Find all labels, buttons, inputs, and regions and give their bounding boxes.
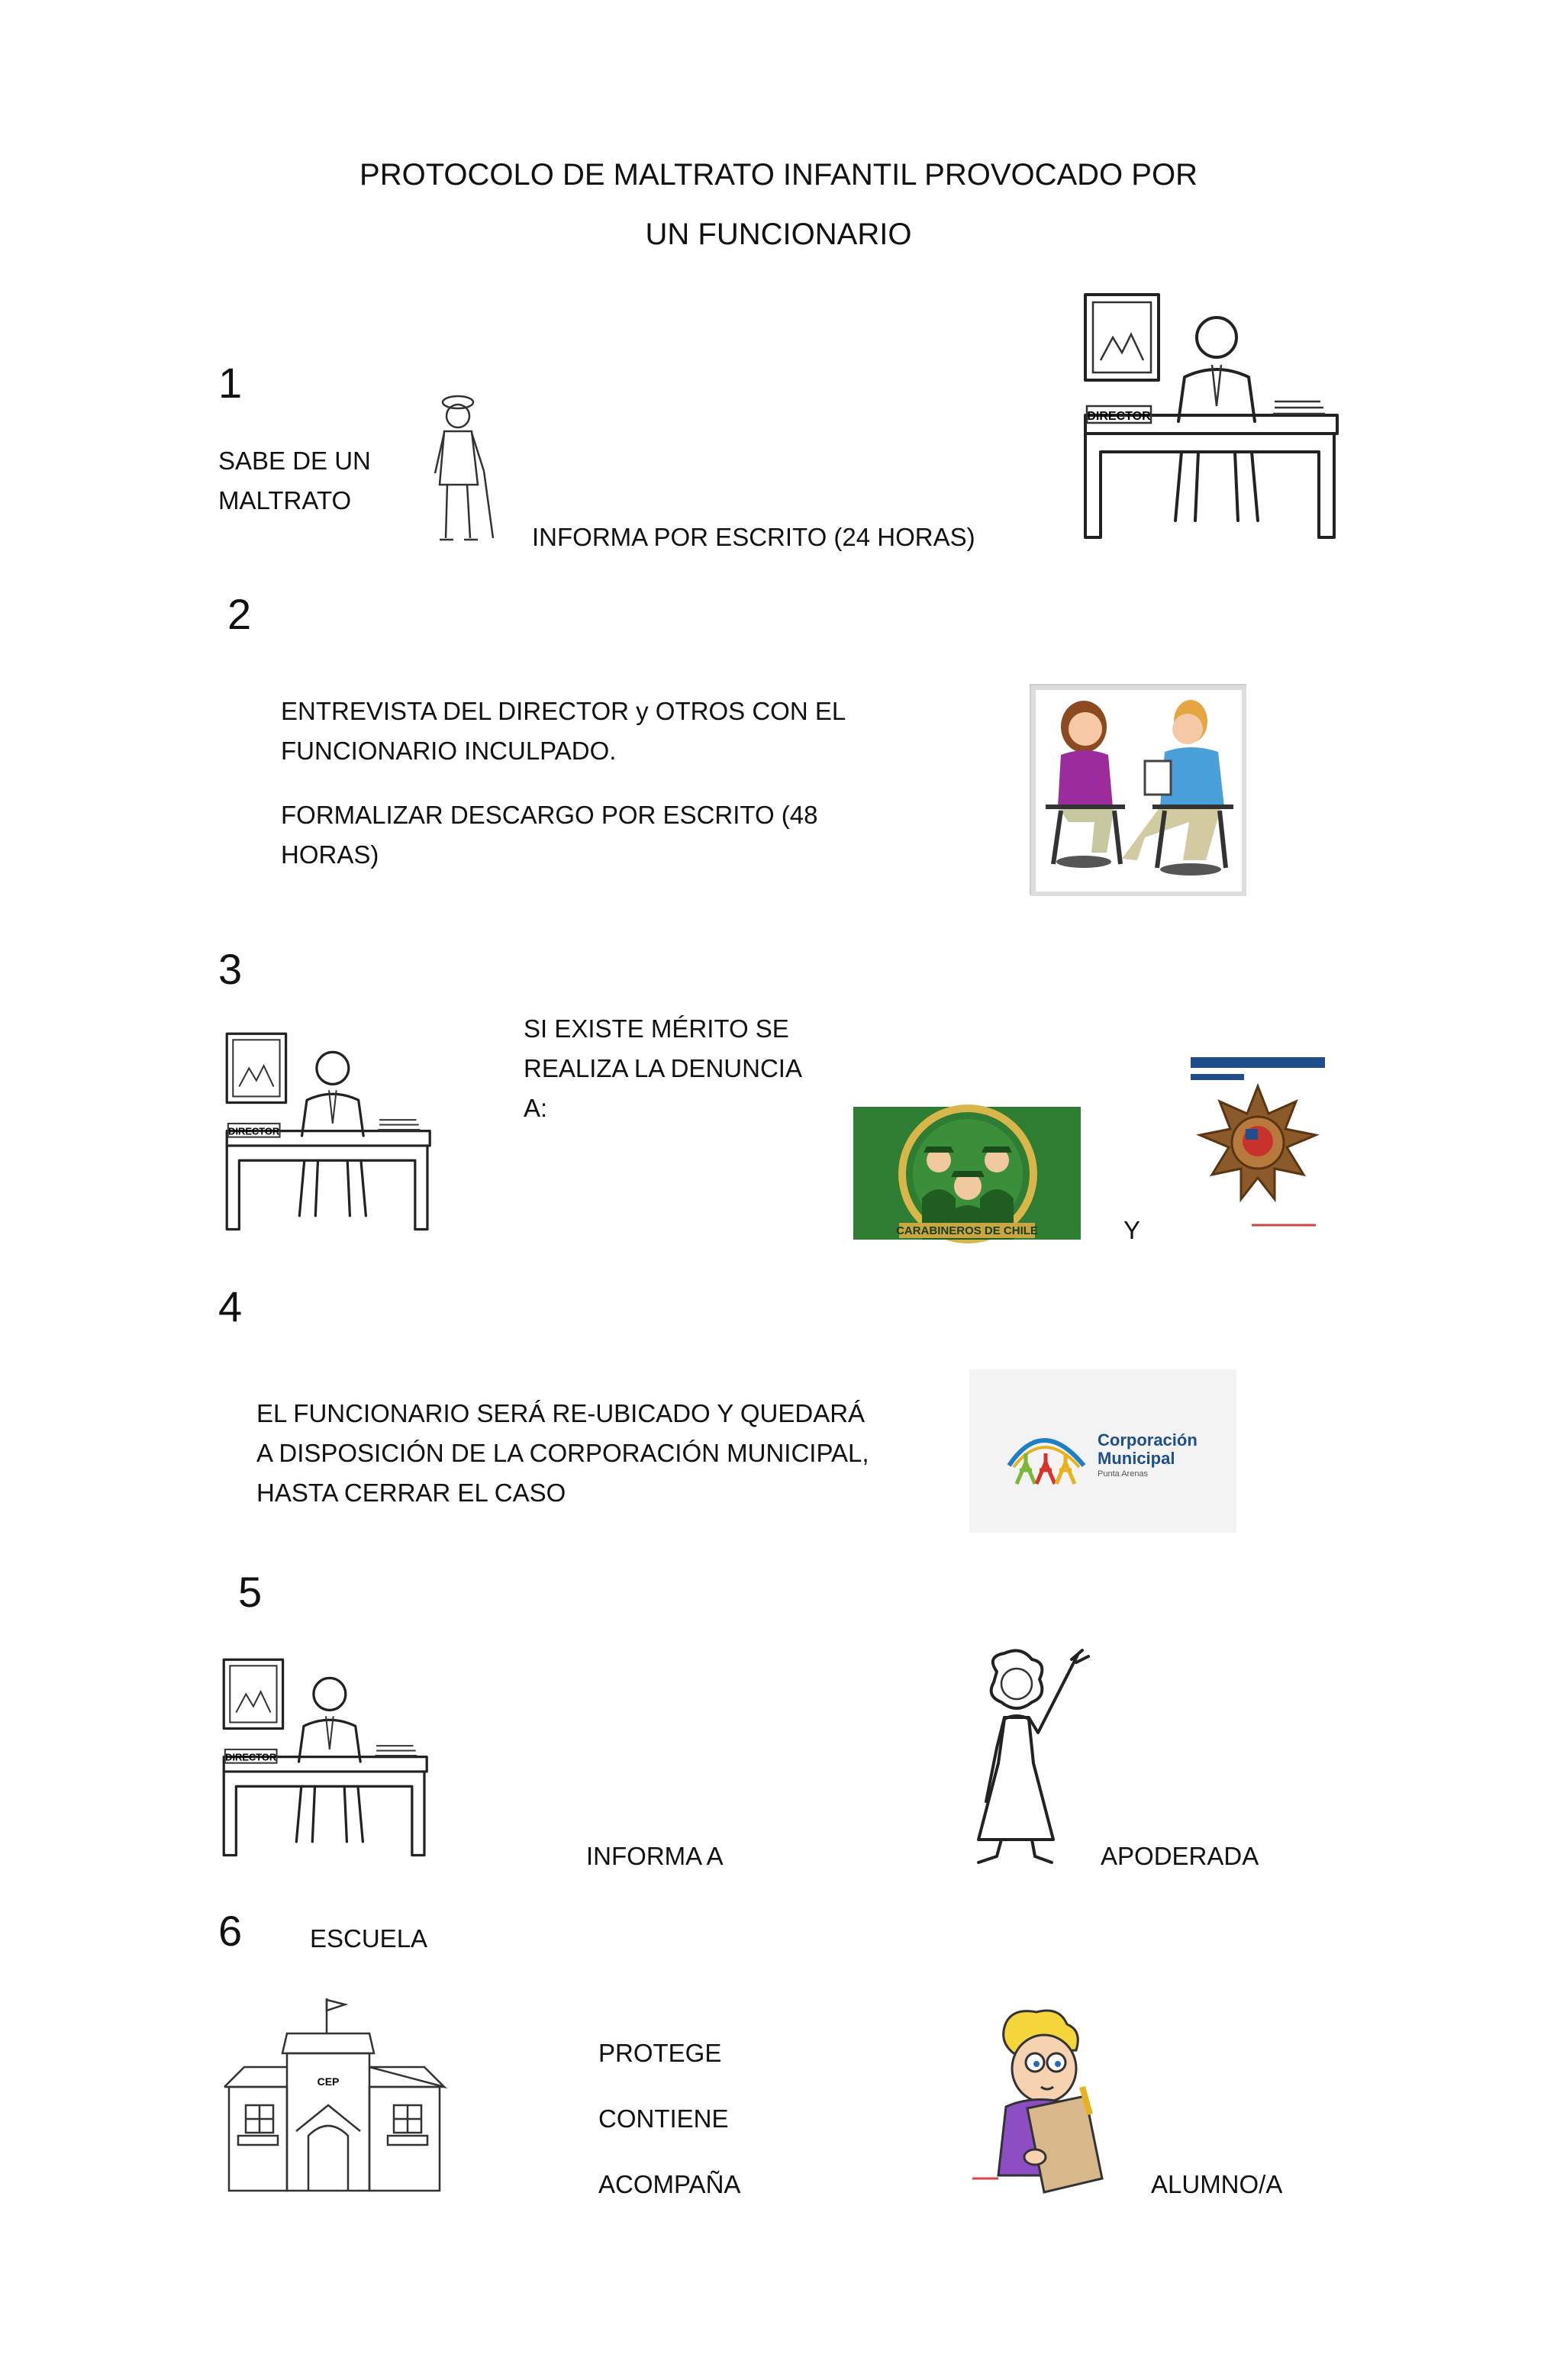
step-4-line: HASTA CERRAR EL CASO <box>256 1479 566 1507</box>
step-1-line: SABE DE UN <box>218 447 371 475</box>
step-1-number: 1 <box>218 359 243 407</box>
step-4-line: EL FUNCIONARIO SERÁ RE-UBICADO Y QUEDARÁ <box>256 1399 866 1427</box>
step-1-text <box>218 441 371 521</box>
corporacion-municipal-logo-icon <box>969 1369 1236 1533</box>
step-2-line: FUNCIONARIO INCULPADO. <box>281 737 617 765</box>
school-sign-label: CEP <box>317 2075 340 2088</box>
step-2-number: 2 <box>227 590 252 638</box>
step-6-action: ACOMPAÑA <box>598 2170 741 2198</box>
step-1-action: INFORMA POR ESCRITO (24 HORAS) <box>532 523 975 551</box>
step-4-number: 4 <box>218 1282 243 1330</box>
step-4-line: A DISPOSICIÓN DE LA CORPORACIÓN MUNICIPAL, <box>256 1439 869 1467</box>
step-2-line: FORMALIZAR DESCARGO POR ESCRITO (48 <box>281 801 818 829</box>
step-6-number: 6 <box>218 1907 243 1955</box>
step-3-line: A: <box>524 1094 548 1122</box>
director-sign-label: DIRECTOR <box>228 1125 280 1137</box>
director-at-desk-icon <box>224 1030 430 1235</box>
woman-waving-icon <box>963 1649 1105 1869</box>
elderly-man-icon <box>427 385 511 550</box>
school-building-icon <box>221 1994 447 2194</box>
police-badge-icon <box>1189 1056 1327 1237</box>
step-6-action: PROTEGE <box>598 2039 722 2067</box>
title-line-2: UN FUNCIONARIO <box>645 218 912 251</box>
step-6-action: CONTIENE <box>598 2104 729 2133</box>
step-6-actions <box>598 2033 740 2204</box>
student-reading-icon <box>968 2008 1117 2194</box>
corporacion-line-1: Corporación <box>1098 1430 1198 1450</box>
step-6-target: ALUMNO/A <box>1151 2170 1283 2198</box>
director-at-desk-icon <box>1082 292 1338 543</box>
step-6-label: ESCUELA <box>310 1924 428 1953</box>
director-sign-label: DIRECTOR <box>225 1751 277 1763</box>
title-line-1: PROTOCOLO DE MALTRATO INFANTIL PROVOCADO POR <box>359 158 1198 192</box>
director-sign-label: DIRECTOR <box>1087 410 1151 423</box>
step-2-text-2 <box>281 795 818 875</box>
step-3-line: SI EXISTE MÉRITO SE <box>524 1014 789 1043</box>
step-2-text <box>281 692 846 771</box>
step-5-number: 5 <box>238 1568 263 1616</box>
step-2-line: HORAS) <box>281 840 379 869</box>
step-3-text <box>524 1009 802 1128</box>
step-5-target: APODERADA <box>1101 1842 1259 1870</box>
carabineros-caption: CARABINEROS DE CHILE <box>896 1224 1038 1237</box>
step-5-action: INFORMA A <box>586 1842 724 1870</box>
director-at-desk-icon <box>221 1656 427 1861</box>
step-3-number: 3 <box>218 945 243 993</box>
step-2-line: ENTREVISTA DEL DIRECTOR y OTROS CON EL <box>281 697 846 725</box>
step-1-line: MALTRATO <box>218 486 352 514</box>
corporacion-line-2: Municipal <box>1098 1449 1175 1468</box>
corporacion-line-3: Punta Arenas <box>1098 1469 1149 1479</box>
interview-illustration-icon <box>1030 685 1246 895</box>
step-4-text <box>256 1394 869 1513</box>
carabineros-logo-icon <box>853 1107 1081 1240</box>
step-3-connector: Y <box>1123 1216 1141 1244</box>
page-title <box>0 145 1557 264</box>
step-3-line: REALIZA LA DENUNCIA <box>524 1054 802 1082</box>
